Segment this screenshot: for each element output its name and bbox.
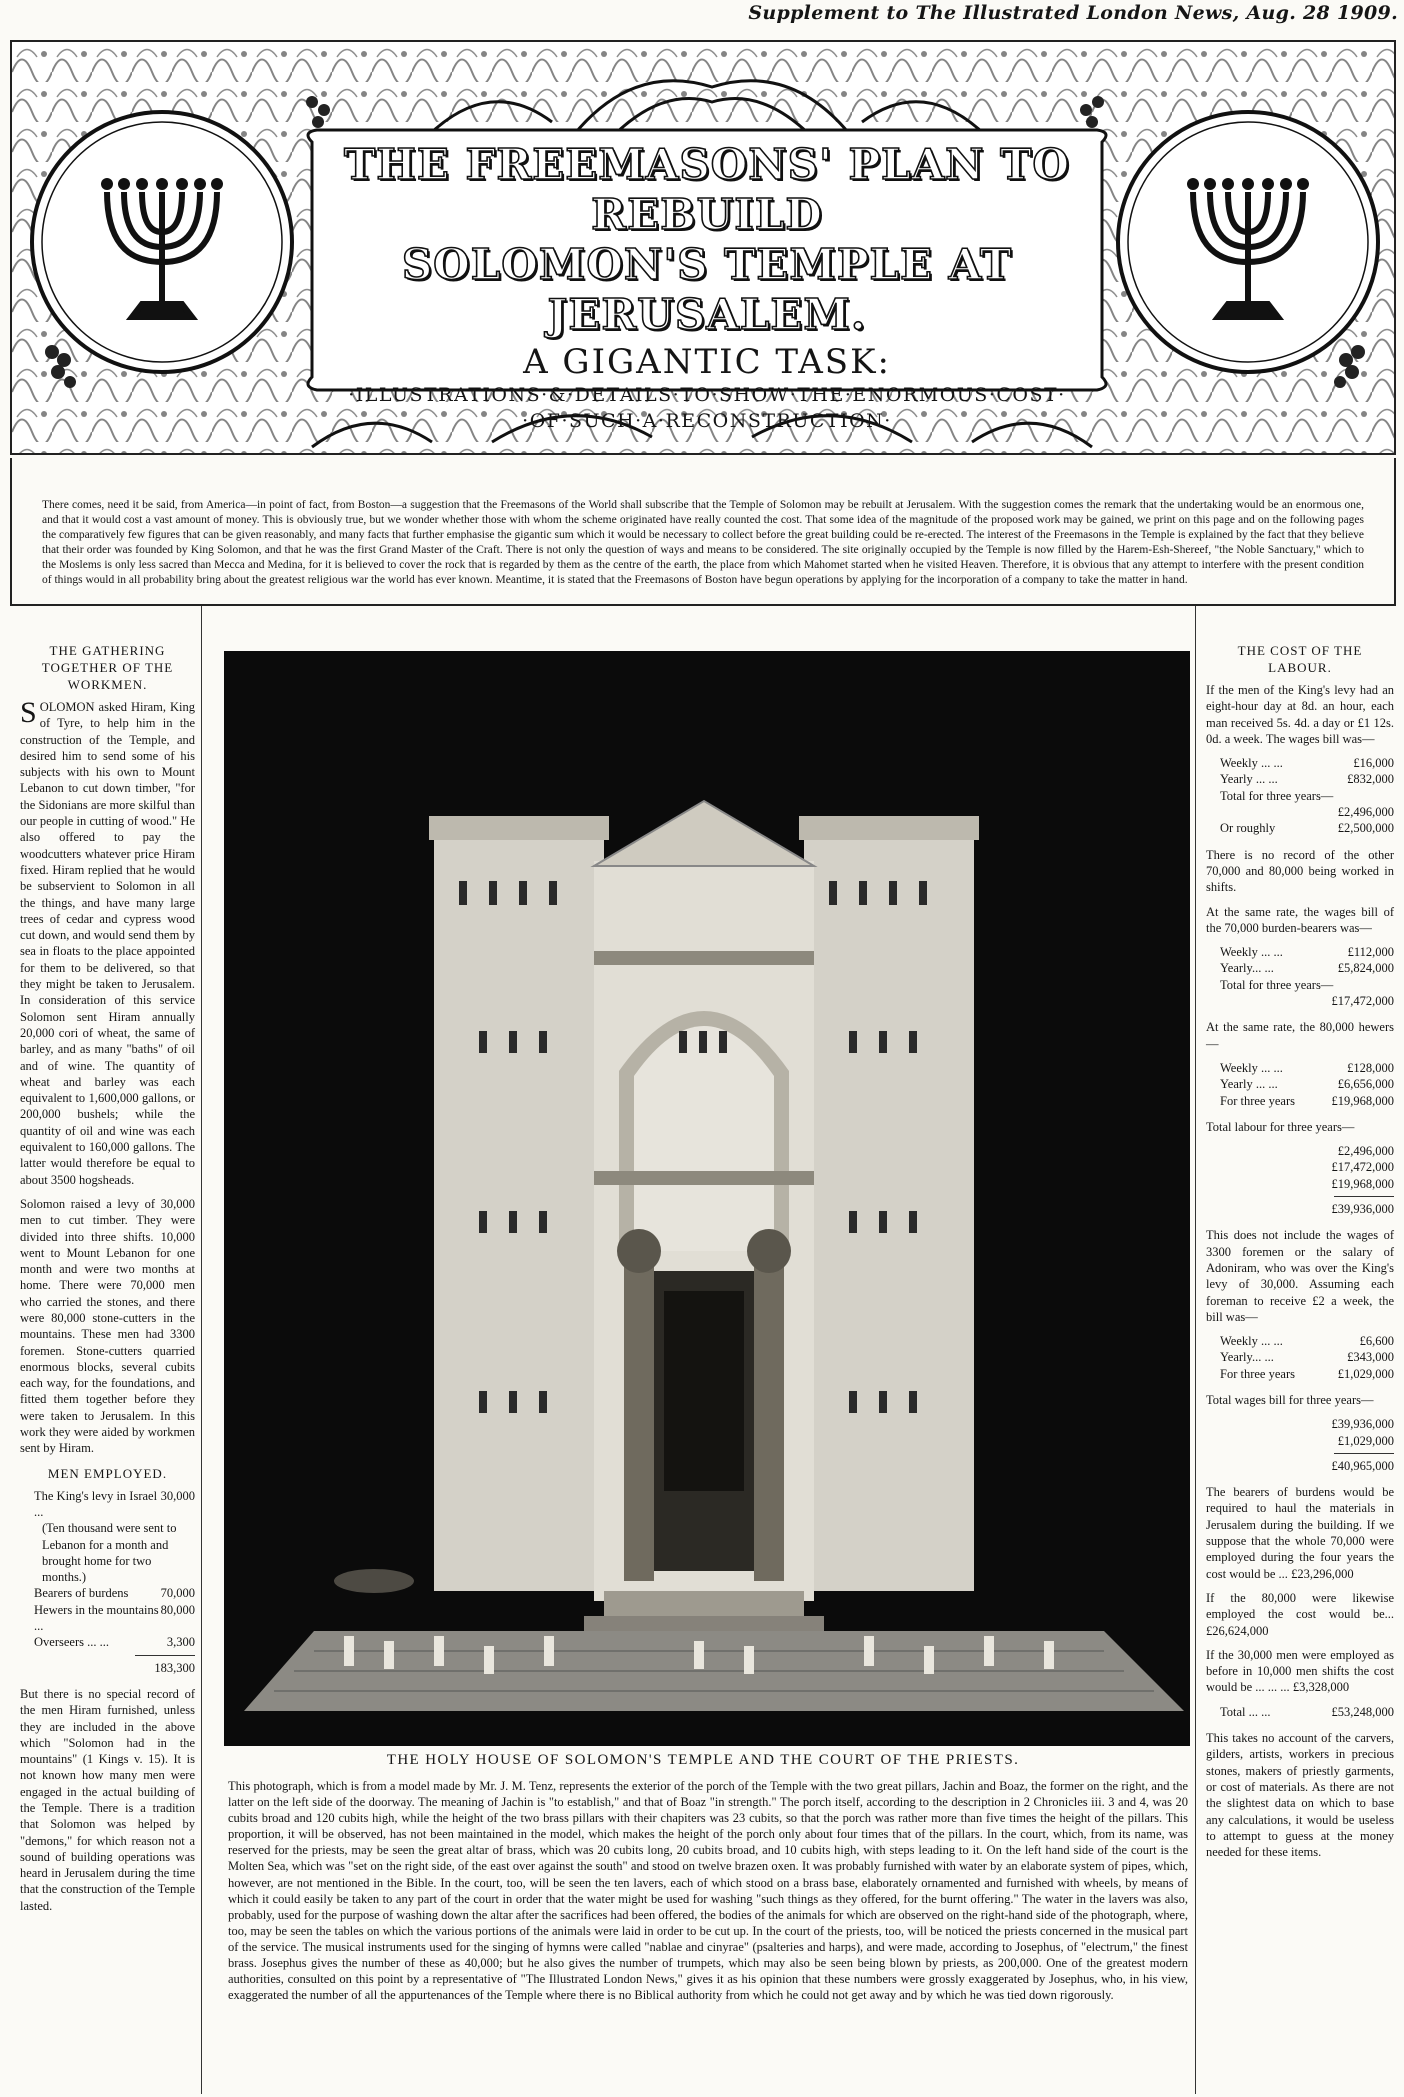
temple-model-photo	[224, 651, 1190, 1746]
overseers-label: Overseers ... ...	[34, 1635, 109, 1650]
temple-illustration	[224, 651, 1190, 1746]
foremen-ledger: Weekly ... ... £6,600 Yearly... ... £343,000 For three years £1,029,000	[1220, 1334, 1394, 1381]
table-row	[20, 1634, 195, 1650]
right-paragraph-7: Total wages bill for three years—	[1206, 1392, 1374, 1407]
photo-caption-title: THE HOLY HOUSE OF SOLOMON'S TEMPLE AND THE COURT OF THE PRIESTS.	[386, 1752, 1020, 1768]
running-head: Supplement to The Illustrated London News, Aug. 28 1909.	[748, 2, 1398, 24]
table-row	[20, 1488, 195, 1521]
divider	[135, 1655, 195, 1656]
bearers-value: 70,000	[160, 1586, 195, 1601]
masthead	[10, 40, 1396, 455]
right-paragraph-1: If the men of the King's levy had an eight-hour day at 8d. an hour, each man received 5s. 4d. a day or £1 12s. 0d. a week. The wages bill was—	[1206, 683, 1394, 746]
cost-80000: £26,624,000	[1206, 1623, 1269, 1638]
levy-label: The King's levy in Israel ...	[34, 1488, 158, 1519]
right-paragraph-8: The bearers of burdens would be required to haul the materials in Jerusalem during the building. If we suppose that the whole 70,000 were employed during the four years the cost would be ... £23,296,000	[1206, 1485, 1394, 1581]
subtitle: A GIGANTIC TASK:	[523, 342, 891, 382]
masthead-title-block	[312, 140, 1102, 432]
right-paragraph-3: At the same rate, the wages bill of the 70,000 burden-bearers was—	[1206, 904, 1394, 935]
men-employed-table	[20, 1488, 195, 1676]
wages-ledger-1: Weekly ... ... £16,000 Yearly ... ... £832,000 Total for three years— £2,496,000 Or roughly £2,500,000	[1220, 756, 1394, 836]
divider	[1334, 1453, 1394, 1454]
grand-total: £53,248,000	[1331, 1704, 1394, 1719]
cost-70000: £23,296,000	[1291, 1566, 1354, 1581]
levy-value: 30,000	[160, 1488, 195, 1503]
table-row	[20, 1602, 195, 1635]
right-paragraph-11: This takes no account of the carvers, gilders, artists, workers in precious stones, makers of priestly garments, or cost of materials. As there are not the slightest data on which to base any calculations, it would be useless to attempt to guess at the money needed for these items.	[1206, 1731, 1394, 1860]
table-row	[20, 1585, 195, 1601]
total-wages-ledger: £39,936,000 £1,029,000 £40,965,000	[1331, 1417, 1394, 1473]
table-row	[20, 1660, 195, 1676]
photo-caption-body: This photograph, which is from a model made by Mr. J. M. Tenz, represents the exterior of the porch of the Temple with the two great pillars, Jachin and Boaz, the former on the right, and the latter on the left side of the doorway. The meaning of Jachin is "to establish," and that of Boaz "in strength." The porch itself, according to the description in 2 Chronicles iii. 3 and 4, was 20 cubits broad and 120 cubits high, while the height of the two brass pillars with their chapiters was 23 cubits, so that the porch was rather more than five times the height of the pillars. This proportion, it will be observed, has not been maintained in the model, which makes the height of the porch only about four times that of the pillars. In the court, which, from its name, was reserved for the priests, may be seen the great altar of brass, which was 20 cubits long, 20 cubits broad, and 10 cubits high, with steps leading to it. On the left hand side of the court is the Molten Sea, which was "set on the right side, of the east over against the south" and stood on twelve brazen oxen. It was probably furnished with water by an elaborate system of pipes, which, however, are not mentioned in the Bible. In the court, too, will be seen the ten lavers, each of which stood on a brass base, elaborately ornamented and furnished with wheels, by means of which it could easily be taken to any part of the court in order that the water might be used for washing "such things as they offered, for the burnt offering." The water in the lavers was also, probably, used for the purpose of washing down the altar after the sacrifices had been offered, the bodies of the animals for which are observed on the right-hand side of the photograph, where, too, may be seen the tables on which the various portions of the animals were laid in order to be cut up. In the court of the priests, too, will be noticed the priests concerned in the musical part of the service. The musical instruments used for the singing of hymns were called "nablae and cinyrae" (psalteries and harps), and were made, according to Josephus, of "electrum," the finest brass. Josephus gives the number of these as 40,000; but he also gives the number of trumpets, which may also be seen being blown by priests, as 200,000. One of the greatest modern authorities, consulted on this point by a representative of "The Illustrated London News," gives it as his opinion that these numbers were grossly exaggerated by Josephus, who, in his view, exaggerated the number of all the appurtenances of the Temple where there is no Biblical authority from which he could not get away and by which he was tied down rigorously.	[228, 1779, 1188, 2003]
left-paragraph-2: Solomon raised a levy of 30,000 men to cut timber. They were divided into three shifts. 10,000 went to Mount Lebanon for one month and were two months at home. There were 70,000 men who carried the stones, and there were 80,000 stone-cutters in the mountains. These men had 3300 foremen. Stone-cutters quarried enormous blocks, several cubits each way, for the foundations, and fitted them together before they were taken to Jerusalem. In this work they were aided by workmen sent by Hiram.	[20, 1196, 195, 1456]
overseers-value: 3,300	[166, 1635, 195, 1650]
right-column	[1195, 606, 1400, 2094]
left-heading: THE GATHERING TOGETHER OF THE WORKMEN.	[41, 643, 174, 692]
left-column	[12, 606, 202, 2094]
right-paragraph-2: There is no record of the other 70,000 and 80,000 being worked in shifts.	[1206, 847, 1394, 895]
cost-30000: £3,328,000	[1292, 1680, 1350, 1695]
left-paragraph-1-text: OLOMON asked Hiram, King of Tyre, to help him in the construction of the Temple, and desired him to send some of his subjects with his own to Mount Lebanon to cut down timber, "for the Sidonians are more skilful than our people in cutting of wood." He also offered to pay the woodcutters whatever price Hiram fixed. Hiram replied that he would be subservient to Solomon in all the things, and have many large trees of cedar and cypress wood cut down, and would send them by sea in floats to the place appointed for them to be delivered, so that they might be taken to Jerusalem. In consideration of this service Solomon sent Hiram annually 20,000 cori of wheat, the same of barley, and as many "baths" of oil and of wine. The quantity of wheat and barley was each equivalent to 1,600,000 gallons, or 200,000 bushels; while the quantity of oil and wine was each equivalent to 160,000 gallons. The latter would therefore be equal to about 3500 hogsheads.	[20, 700, 195, 1187]
right-paragraph-10: If the 30,000 men were employed as before in 10,000 men shifts the cost would be ... ... ... £3,328,000	[1206, 1647, 1394, 1695]
detail-line-2: ·OF·SUCH·A·RECONSTRUCTION·	[522, 410, 892, 432]
grand-total-ledger: Total ... ... £53,248,000	[1220, 1704, 1394, 1719]
wages-ledger-2: Weekly ... ... £112,000 Yearly... ... £5,824,000 Total for three years— £17,472,000	[1220, 945, 1394, 1009]
right-paragraph-6: This does not include the wages of 3300 foremen or the salary of Adoniram, who was over the King's levy of 30,000. Assuming each foreman to receive £2 a week, the bill was—	[1206, 1228, 1394, 1324]
dropcap: S	[20, 696, 37, 729]
hewers-value: 80,000	[160, 1602, 195, 1617]
left-paragraph-3: But there is no special record of the men Hiram furnished, unless they are included in the above which "Solomon had in the mountains" (1 Kings v. 15). It is not known how many men were engaged in the actual building of the Temple. There is a tradition that Solomon was helped by "demons," for which reason not a sound of building operations was heard in Jerusalem during the time that the construction of the Temple lasted.	[20, 1686, 195, 1913]
title-line-1: THE FREEMASONS' PLAN TO REBUILD	[343, 140, 1071, 239]
title-line-2: SOLOMON'S TEMPLE AT JERUSALEM.	[401, 240, 1013, 339]
center-column	[208, 606, 1188, 2094]
hewers-label: Hewers in the mountains ...	[34, 1602, 159, 1634]
bearers-label: Bearers of burdens	[34, 1586, 129, 1601]
levy-note: (Ten thousand were sent to Lebanon for a month and brought home for two months.)	[42, 1521, 177, 1585]
right-paragraph-5: Total labour for three years—	[1206, 1119, 1355, 1134]
left-paragraph-1	[20, 696, 195, 1188]
right-paragraph-4: At the same rate, the 80,000 hewers—	[1206, 1020, 1394, 1051]
right-heading: THE COST OF THE LABOUR.	[1237, 643, 1363, 675]
wages-ledger-3: Weekly ... ... £128,000 Yearly ... ... £6,656,000 For three years £19,968,000	[1220, 1060, 1394, 1108]
total-labour-ledger: £2,496,000 £17,472,000 £19,968,000 £39,936,000	[1331, 1144, 1394, 1217]
men-employed-heading: MEN EMPLOYED.	[47, 1465, 168, 1481]
right-paragraph-9: If the 80,000 were likewise employed the cost would be...£26,624,000	[1206, 1590, 1394, 1638]
men-total: 183,300	[154, 1660, 195, 1675]
detail-line-1: ·ILLUSTRATIONS·&·DETAILS·TO·SHOW·THE·ENORMOUS·COST·	[348, 384, 1066, 406]
divider	[1334, 1196, 1394, 1197]
intro-paragraph: There comes, need it be said, from America—in point of fact, from Boston—a suggestion that the Freemasons of the World shall subscribe that the Temple of Solomon may be rebuilt at Jerusalem. With the suggestion comes the remark that the undertaking would be an enormous one, and that it would cost a vast amount of money. This is obviously true, but we wonder whether those with whom the scheme originated have really counted the cost. That some idea of the magnitude of the proposed work may be gained, we print on this page and on the following pages the comparatively few figures that can be given reasonably, and many facts that further emphasise the gigantic sum which it would be necessary to collect before the great building could be re-erected. The interest of the Freemasons in the Temple is explained by the fact that they believe that their order was founded by King Solomon, and that he was the first Grand Master of the Craft. There is not only the question of ways and means to be considered. The site originally occupied by the Temple is now filled by the Harem-Esh-Shereef, "the Noble Sanctuary," which to the Moslems is only less sacred than Mecca and Medina, for it is believed to cover the rock that is regarded by them as the centre of the earth, the place from which Mahomet started when he visited Heaven. Therefore, it is obvious that any attempt to interfere with the present condition of things would in all probability bring about the greatest religious war the world has ever known. Meantime, it is stated that the Freemasons of Boston have begun operations by applying for the incorporation of a company to take the matter in hand.	[10, 458, 1396, 606]
